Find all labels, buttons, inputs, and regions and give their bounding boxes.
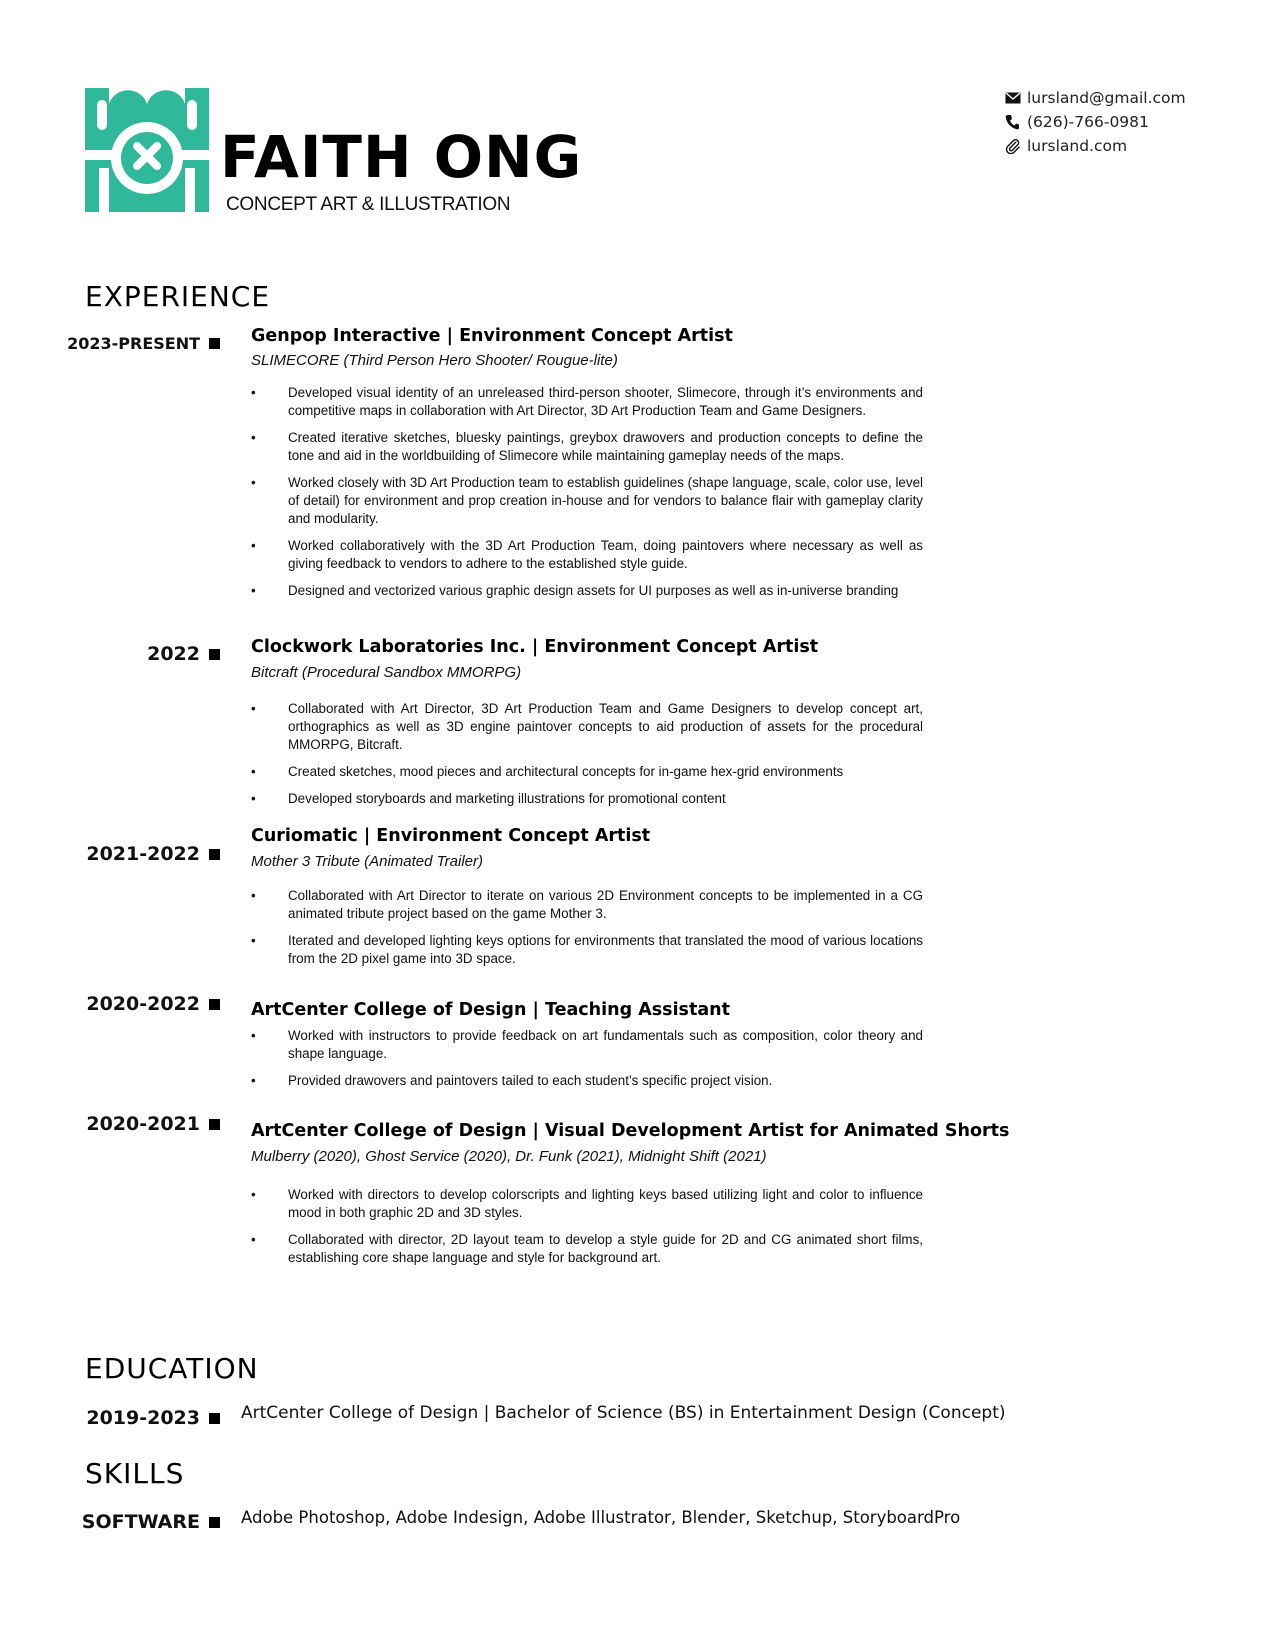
- job-date: [67, 334, 220, 353]
- envelope-icon: [1005, 92, 1027, 104]
- education-text: ArtCenter College of Design | Bachelor of Science (BS) in Entertainment Design (Concept): [241, 1403, 1006, 1423]
- bullet-item: • Worked with directors to develop colorscripts and lighting keys based utilizing light and color to influence mood in both graphic 2D and 3D styles.: [251, 1186, 923, 1222]
- paperclip-icon: [1005, 138, 1027, 154]
- bullet-item: • Developed storyboards and marketing illustrations for promotional content: [251, 790, 923, 808]
- bullet-item: • Collaborated with Art Director, 3D Art Production Team and Game Designers to develop concept art, orthographics as well as 3D engine paintover concepts to aid production of assets for the procedural MMORPG, Bitcraft.: [251, 700, 923, 754]
- job-date-text: 2022: [147, 643, 200, 665]
- job-date: [147, 643, 220, 665]
- job-bullets: [251, 700, 923, 808]
- job-title: ArtCenter College of Design | Teaching Assistant: [251, 1000, 730, 1020]
- job-bullets: [251, 887, 923, 968]
- bullet-item: • Collaborated with Art Director to iterate on various 2D Environment concepts to be implemented in a CG animated tribute project based on the game Mother 3.: [251, 887, 923, 923]
- bullet-item: • Worked with instructors to provide feedback on art fundamentals such as composition, color theory and shape language.: [251, 1027, 923, 1063]
- job-date: [86, 1113, 220, 1135]
- job-title: Curiomatic | Environment Concept Artist: [251, 826, 651, 846]
- square-bullet-icon: [209, 999, 220, 1010]
- contact-phone[interactable]: (626)-766-0981: [1027, 113, 1149, 131]
- job-bullets: [251, 1027, 923, 1090]
- square-bullet-icon: [209, 649, 220, 660]
- contact-website-row[interactable]: [1005, 134, 1186, 158]
- job-date-text: 2023-PRESENT: [67, 334, 200, 353]
- job-title: Clockwork Laboratories Inc. | Environment Concept Artist: [251, 637, 819, 657]
- logo: [85, 88, 209, 212]
- contact-website[interactable]: lursland.com: [1027, 137, 1128, 155]
- contact-block: [1005, 86, 1186, 158]
- square-bullet-icon: [209, 1413, 220, 1424]
- education-heading: EDUCATION: [85, 1352, 259, 1385]
- square-bullet-icon: [209, 1119, 220, 1130]
- bullet-item: • Provided drawovers and paintovers tailed to each student’s specific project vision.: [251, 1072, 923, 1090]
- bullet-item: • Worked collaboratively with the 3D Art Production Team, doing paintovers where necessary as well as giving feedback to vendors to adhere to the established style guide.: [251, 537, 923, 573]
- job-project: SLIMECORE (Third Person Hero Shooter/ Rougue-lite): [251, 352, 618, 369]
- skills-label-text: SOFTWARE: [81, 1511, 200, 1533]
- bullet-item: • Iterated and developed lighting keys options for environments that translated the mood of various locations from the 2D pixel game into 3D space.: [251, 932, 923, 968]
- tagline: CONCEPT ART & ILLUSTRATION: [226, 194, 511, 215]
- square-bullet-icon: [209, 1517, 220, 1528]
- bullet-item: • Developed visual identity of an unreleased third-person shooter, Slimecore, through it’s environments and competitive maps in collaboration with Art Director, 3D Art Production Team and Game Designers.: [251, 384, 923, 420]
- bullet-item: • Collaborated with director, 2D layout team to develop a style guide for 2D and CG animated short films, establishing core shape language and style for background art.: [251, 1231, 923, 1267]
- job-title: Genpop Interactive | Environment Concept Artist: [251, 326, 733, 346]
- contact-email-row[interactable]: [1005, 86, 1186, 110]
- job-project: Mother 3 Tribute (Animated Trailer): [251, 853, 484, 870]
- skills-text: Adobe Photoshop, Adobe Indesign, Adobe Illustrator, Blender, Sketchup, StoryboardPro: [241, 1508, 961, 1527]
- job-title: ArtCenter College of Design | Visual Development Artist for Animated Shorts: [251, 1121, 1010, 1141]
- experience-heading: EXPERIENCE: [85, 280, 271, 313]
- square-bullet-icon: [209, 849, 220, 860]
- job-date-text: 2020-2022: [86, 993, 200, 1015]
- contact-phone-row[interactable]: [1005, 110, 1186, 134]
- bullet-item: • Worked closely with 3D Art Production team to establish guidelines (shape language, scale, color use, level of detail) for environment and prop creation in-house and for vendors to balance flair with gameplay clarity and modularity.: [251, 474, 923, 528]
- job-project: Mulberry (2020), Ghost Service (2020), Dr. Funk (2021), Midnight Shift (2021): [251, 1148, 767, 1165]
- skills-heading: SKILLS: [85, 1457, 185, 1490]
- candidate-name: FAITH ONG: [220, 123, 583, 191]
- bullet-item: • Designed and vectorized various graphic design assets for UI purposes as well as in-universe branding: [251, 582, 923, 600]
- contact-email[interactable]: lursland@gmail.com: [1027, 89, 1186, 107]
- education-date: [86, 1407, 220, 1429]
- logo-mark-icon: [85, 88, 209, 212]
- phone-icon: [1005, 114, 1027, 130]
- job-date: [86, 843, 220, 865]
- job-date-text: 2020-2021: [86, 1113, 200, 1135]
- square-bullet-icon: [209, 338, 220, 349]
- skills-label: [82, 1511, 220, 1533]
- job-date: [86, 993, 220, 1015]
- bullet-item: • Created sketches, mood pieces and architectural concepts for in-game hex-grid environments: [251, 763, 923, 781]
- job-project: Bitcraft (Procedural Sandbox MMORPG): [251, 664, 522, 681]
- job-date-text: 2021-2022: [86, 843, 200, 865]
- job-bullets: [251, 384, 923, 600]
- job-bullets: [251, 1186, 923, 1267]
- education-date-text: 2019-2023: [86, 1407, 200, 1429]
- bullet-item: • Created iterative sketches, bluesky paintings, greybox drawovers and production concepts to define the tone and aid in the worldbuilding of Slimecore while maintaining gameplay needs of the maps.: [251, 429, 923, 465]
